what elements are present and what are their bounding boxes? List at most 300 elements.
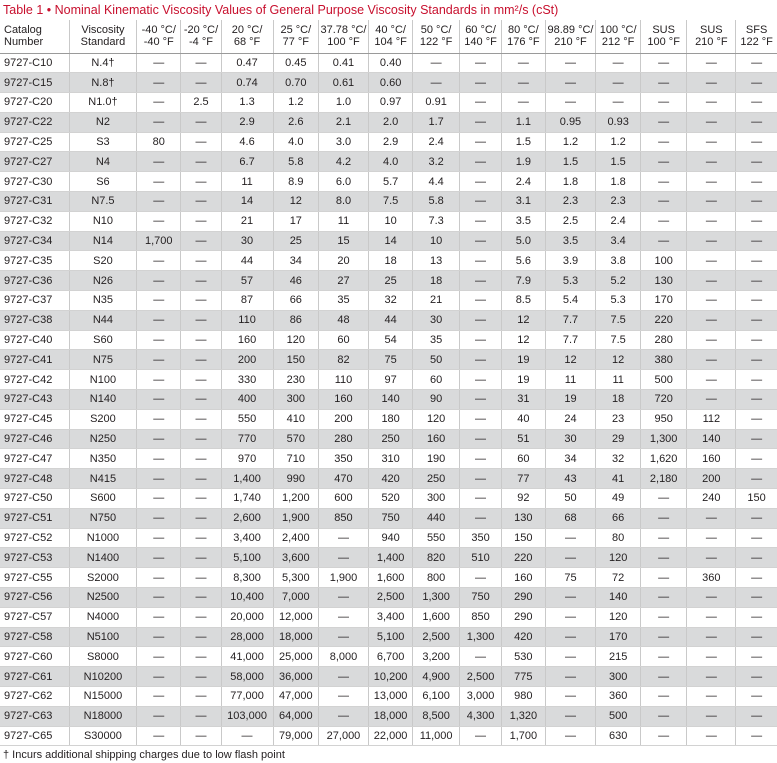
viscosity-value-cell: — [687, 726, 736, 746]
viscosity-value-cell: 1,200 [273, 489, 319, 509]
viscosity-value-cell: 1.2 [273, 93, 319, 113]
catalog-number-cell: 9727-C27 [0, 152, 69, 172]
viscosity-value-cell: 0.61 [319, 73, 369, 93]
viscosity-value-cell: — [137, 706, 181, 726]
column-header-line-2: 104 °F [374, 36, 407, 49]
viscosity-standard-cell: N2 [69, 112, 136, 132]
viscosity-value-cell: 20 [319, 251, 369, 271]
column-header [181, 20, 221, 53]
viscosity-value-cell: — [545, 548, 596, 568]
viscosity-value-cell: — [687, 53, 736, 73]
viscosity-value-cell: — [459, 93, 501, 113]
viscosity-value-cell: 2,600 [221, 508, 273, 528]
viscosity-value-cell: 21 [221, 211, 273, 231]
viscosity-value-cell: — [459, 429, 501, 449]
column-header-line-1: 98.89 °C/ [547, 24, 594, 37]
viscosity-value-cell: 1.5 [502, 132, 545, 152]
viscosity-value-cell: 6.7 [221, 152, 273, 172]
viscosity-value-cell: 215 [596, 647, 640, 667]
viscosity-value-cell: 380 [640, 350, 687, 370]
viscosity-value-cell: 770 [221, 429, 273, 449]
viscosity-value-cell: 6,700 [368, 647, 412, 667]
viscosity-value-cell: 300 [596, 667, 640, 687]
viscosity-value-cell: 110 [319, 370, 369, 390]
viscosity-standard-cell: N14 [69, 231, 136, 251]
viscosity-value-cell: — [687, 667, 736, 687]
viscosity-value-cell: — [687, 291, 736, 311]
viscosity-value-cell: 79,000 [273, 726, 319, 746]
viscosity-value-cell: 80 [137, 132, 181, 152]
table-row [0, 172, 777, 192]
viscosity-value-cell: — [459, 73, 501, 93]
viscosity-value-cell: 550 [221, 409, 273, 429]
viscosity-value-cell: — [181, 706, 221, 726]
viscosity-value-cell: 0.40 [368, 53, 412, 73]
viscosity-value-cell: — [736, 390, 777, 410]
viscosity-value-cell: 250 [368, 429, 412, 449]
viscosity-standard-cell: N1.0† [69, 93, 136, 113]
viscosity-value-cell: 24 [545, 409, 596, 429]
viscosity-value-cell: — [181, 152, 221, 172]
viscosity-value-cell: — [137, 330, 181, 350]
viscosity-value-cell: 30 [545, 429, 596, 449]
table-row [0, 211, 777, 231]
viscosity-value-cell: 32 [596, 449, 640, 469]
table-row [0, 73, 777, 93]
viscosity-value-cell: — [181, 568, 221, 588]
viscosity-value-cell: 19 [502, 350, 545, 370]
viscosity-value-cell: — [319, 627, 369, 647]
column-header-line-1: 20 °C/ [231, 24, 263, 37]
column-header-line-2: 68 °F [233, 36, 261, 49]
viscosity-value-cell: 112 [687, 409, 736, 429]
viscosity-value-cell: 2.9 [368, 132, 412, 152]
viscosity-value-cell: — [181, 132, 221, 152]
viscosity-value-cell: — [736, 93, 777, 113]
viscosity-value-cell: 850 [319, 508, 369, 528]
viscosity-value-cell: — [640, 667, 687, 687]
table-row [0, 409, 777, 429]
viscosity-value-cell: 11 [221, 172, 273, 192]
viscosity-value-cell: — [181, 112, 221, 132]
viscosity-standard-cell: S6 [69, 172, 136, 192]
table-row [0, 588, 777, 608]
viscosity-value-cell: — [459, 271, 501, 291]
viscosity-value-cell: 60 [319, 330, 369, 350]
viscosity-value-cell: 280 [319, 429, 369, 449]
viscosity-value-cell: — [687, 548, 736, 568]
viscosity-value-cell: 10,400 [221, 588, 273, 608]
viscosity-value-cell: 17 [273, 211, 319, 231]
viscosity-value-cell: — [596, 53, 640, 73]
viscosity-value-cell: — [687, 271, 736, 291]
viscosity-standard-cell: N100 [69, 370, 136, 390]
viscosity-value-cell: 5,100 [221, 548, 273, 568]
viscosity-value-cell: 160 [502, 568, 545, 588]
viscosity-value-cell: — [545, 706, 596, 726]
viscosity-value-cell: — [459, 330, 501, 350]
viscosity-value-cell: 120 [596, 607, 640, 627]
viscosity-value-cell: — [459, 291, 501, 311]
viscosity-value-cell: 77,000 [221, 687, 273, 707]
viscosity-standard-cell: N750 [69, 508, 136, 528]
viscosity-value-cell: — [687, 132, 736, 152]
viscosity-value-cell: 8,300 [221, 568, 273, 588]
table-row [0, 469, 777, 489]
viscosity-value-cell: 775 [502, 667, 545, 687]
viscosity-value-cell: 50 [413, 350, 460, 370]
viscosity-value-cell: — [181, 231, 221, 251]
viscosity-value-cell: — [319, 588, 369, 608]
viscosity-value-cell: 2,500 [459, 667, 501, 687]
viscosity-value-cell: — [640, 627, 687, 647]
viscosity-value-cell: 550 [413, 528, 460, 548]
viscosity-value-cell: 0.70 [273, 73, 319, 93]
viscosity-value-cell: — [181, 627, 221, 647]
viscosity-standard-cell: N15000 [69, 687, 136, 707]
viscosity-value-cell: 230 [273, 370, 319, 390]
viscosity-value-cell: 13 [413, 251, 460, 271]
viscosity-value-cell: 86 [273, 310, 319, 330]
catalog-number-cell: 9727-C60 [0, 647, 69, 667]
catalog-number-cell: 9727-C53 [0, 548, 69, 568]
viscosity-value-cell: — [181, 192, 221, 212]
viscosity-value-cell: — [640, 607, 687, 627]
viscosity-standard-cell: S200 [69, 409, 136, 429]
viscosity-value-cell: — [137, 310, 181, 330]
viscosity-value-cell: — [459, 310, 501, 330]
viscosity-standard-cell: S30000 [69, 726, 136, 746]
viscosity-value-cell: — [736, 449, 777, 469]
viscosity-value-cell: — [736, 211, 777, 231]
viscosity-value-cell: 3,200 [413, 647, 460, 667]
viscosity-value-cell: 25,000 [273, 647, 319, 667]
viscosity-value-cell: 1.3 [221, 93, 273, 113]
viscosity-value-cell: 35 [413, 330, 460, 350]
table-row [0, 429, 777, 449]
viscosity-value-cell: — [137, 53, 181, 73]
column-header-line-1: SFS [745, 24, 768, 37]
viscosity-value-cell: 68 [545, 508, 596, 528]
viscosity-value-cell: 360 [687, 568, 736, 588]
column-header-line-2: 122 °F [740, 36, 773, 49]
viscosity-value-cell: 27 [319, 271, 369, 291]
column-header-line-2: 100 °F [327, 36, 360, 49]
viscosity-value-cell: 77 [502, 469, 545, 489]
viscosity-value-cell: — [596, 73, 640, 93]
viscosity-standard-cell: S600 [69, 489, 136, 509]
viscosity-value-cell: — [736, 53, 777, 73]
viscosity-value-cell: — [181, 310, 221, 330]
viscosity-value-cell: 29 [596, 429, 640, 449]
viscosity-value-cell: 160 [221, 330, 273, 350]
viscosity-value-cell: — [640, 152, 687, 172]
viscosity-value-cell: 400 [221, 390, 273, 410]
viscosity-value-cell: — [459, 152, 501, 172]
viscosity-value-cell: 3,400 [368, 607, 412, 627]
viscosity-value-cell: 82 [319, 350, 369, 370]
viscosity-value-cell: — [736, 350, 777, 370]
viscosity-value-cell: — [736, 330, 777, 350]
column-header-line-2: 77 °F [282, 36, 310, 49]
table-row [0, 667, 777, 687]
viscosity-value-cell: 160 [413, 429, 460, 449]
viscosity-value-cell: 2.4 [596, 211, 640, 231]
viscosity-value-cell: 11 [545, 370, 596, 390]
viscosity-value-cell: — [687, 390, 736, 410]
viscosity-value-cell: 5,100 [368, 627, 412, 647]
viscosity-value-cell: — [736, 508, 777, 528]
viscosity-value-cell: — [459, 726, 501, 746]
viscosity-value-cell: 600 [319, 489, 369, 509]
viscosity-value-cell: — [640, 192, 687, 212]
table-row [0, 271, 777, 291]
viscosity-value-cell: — [137, 627, 181, 647]
viscosity-value-cell: 500 [596, 706, 640, 726]
table-row [0, 231, 777, 251]
viscosity-value-cell: 30 [221, 231, 273, 251]
viscosity-value-cell: 20,000 [221, 607, 273, 627]
catalog-number-cell: 9727-C41 [0, 350, 69, 370]
viscosity-value-cell: — [545, 667, 596, 687]
viscosity-value-cell: 3.0 [319, 132, 369, 152]
viscosity-value-cell: — [319, 607, 369, 627]
viscosity-value-cell: — [181, 429, 221, 449]
viscosity-value-cell: 12,000 [273, 607, 319, 627]
viscosity-value-cell: 1.8 [545, 172, 596, 192]
viscosity-value-cell: 48 [319, 310, 369, 330]
viscosity-value-cell: — [736, 112, 777, 132]
viscosity-value-cell: 3,000 [459, 687, 501, 707]
catalog-number-cell: 9727-C30 [0, 172, 69, 192]
column-header-line-1: 60 °C/ [465, 24, 496, 37]
viscosity-value-cell: 7.3 [413, 211, 460, 231]
viscosity-value-cell: 2.4 [502, 172, 545, 192]
viscosity-value-cell: — [137, 390, 181, 410]
viscosity-value-cell: — [736, 706, 777, 726]
viscosity-value-cell: 220 [502, 548, 545, 568]
viscosity-value-cell: 1,900 [273, 508, 319, 528]
viscosity-value-cell: 130 [640, 271, 687, 291]
table-row [0, 647, 777, 667]
viscosity-standard-cell: N7.5 [69, 192, 136, 212]
viscosity-value-cell: — [137, 271, 181, 291]
viscosity-value-cell: — [459, 469, 501, 489]
column-header-line-1: 50 °C/ [420, 24, 452, 37]
viscosity-value-cell: — [640, 112, 687, 132]
table-row [0, 93, 777, 113]
table-row [0, 489, 777, 509]
viscosity-value-cell: 7.7 [545, 310, 596, 330]
column-header [137, 20, 181, 53]
viscosity-value-cell: — [545, 627, 596, 647]
viscosity-value-cell: 4.4 [413, 172, 460, 192]
viscosity-value-cell: — [736, 409, 777, 429]
viscosity-value-cell: 350 [319, 449, 369, 469]
viscosity-value-cell: 32 [368, 291, 412, 311]
viscosity-value-cell: — [545, 93, 596, 113]
column-header [273, 20, 319, 53]
viscosity-value-cell: 1.8 [596, 172, 640, 192]
viscosity-value-cell: 530 [502, 647, 545, 667]
viscosity-value-cell: — [137, 687, 181, 707]
viscosity-value-cell: — [640, 489, 687, 509]
viscosity-value-cell: — [687, 73, 736, 93]
viscosity-value-cell: 41 [596, 469, 640, 489]
catalog-number-cell: 9727-C58 [0, 627, 69, 647]
viscosity-value-cell: 3.4 [596, 231, 640, 251]
viscosity-value-cell: — [181, 251, 221, 271]
catalog-number-cell: 9727-C15 [0, 73, 69, 93]
table-row [0, 687, 777, 707]
viscosity-value-cell: — [640, 132, 687, 152]
viscosity-value-cell: — [413, 73, 460, 93]
catalog-number-cell: 9727-C46 [0, 429, 69, 449]
viscosity-value-cell: 980 [502, 687, 545, 707]
viscosity-value-cell: 50 [545, 489, 596, 509]
viscosity-value-cell: — [137, 350, 181, 370]
viscosity-value-cell: 140 [596, 588, 640, 608]
viscosity-value-cell: 750 [368, 508, 412, 528]
viscosity-value-cell: — [687, 350, 736, 370]
viscosity-value-cell: 18 [413, 271, 460, 291]
viscosity-value-cell: 1.9 [502, 152, 545, 172]
viscosity-value-cell: 1,700 [502, 726, 545, 746]
table-row [0, 449, 777, 469]
viscosity-standard-cell: S8000 [69, 647, 136, 667]
viscosity-value-cell: 4.0 [368, 152, 412, 172]
viscosity-value-cell: 7.9 [502, 271, 545, 291]
viscosity-value-cell: 130 [502, 508, 545, 528]
viscosity-value-cell: 49 [596, 489, 640, 509]
viscosity-value-cell: — [640, 231, 687, 251]
viscosity-value-cell: — [687, 627, 736, 647]
viscosity-standard-cell: N5100 [69, 627, 136, 647]
viscosity-value-cell: — [596, 93, 640, 113]
catalog-number-cell: 9727-C45 [0, 409, 69, 429]
table-row [0, 607, 777, 627]
viscosity-value-cell: 350 [459, 528, 501, 548]
viscosity-value-cell: — [181, 172, 221, 192]
table-body [0, 53, 777, 746]
viscosity-value-cell: 170 [596, 627, 640, 647]
viscosity-value-cell: 4.0 [273, 132, 319, 152]
viscosity-value-cell: 220 [640, 310, 687, 330]
viscosity-value-cell: — [736, 251, 777, 271]
column-header-line-2: Standard [80, 36, 126, 49]
viscosity-value-cell: 13,000 [368, 687, 412, 707]
viscosity-value-cell: 630 [596, 726, 640, 746]
viscosity-value-cell: 18,000 [273, 627, 319, 647]
viscosity-value-cell: 2,500 [413, 627, 460, 647]
viscosity-value-cell: 12 [273, 192, 319, 212]
viscosity-value-cell: 11,000 [413, 726, 460, 746]
viscosity-standard-cell: S20 [69, 251, 136, 271]
viscosity-value-cell: — [319, 548, 369, 568]
viscosity-value-cell: 31 [502, 390, 545, 410]
table-row [0, 330, 777, 350]
viscosity-value-cell: — [137, 291, 181, 311]
viscosity-value-cell: 46 [273, 271, 319, 291]
viscosity-value-cell: — [181, 449, 221, 469]
viscosity-value-cell: 27,000 [319, 726, 369, 746]
viscosity-standard-cell: S3 [69, 132, 136, 152]
viscosity-standard-cell: N1400 [69, 548, 136, 568]
viscosity-standard-cell: N350 [69, 449, 136, 469]
viscosity-value-cell: 3.1 [502, 192, 545, 212]
viscosity-value-cell: 28,000 [221, 627, 273, 647]
viscosity-value-cell: — [137, 73, 181, 93]
viscosity-value-cell: 510 [459, 548, 501, 568]
viscosity-value-cell: 3,400 [221, 528, 273, 548]
viscosity-value-cell: — [545, 726, 596, 746]
viscosity-value-cell: — [687, 231, 736, 251]
catalog-number-cell: 9727-C36 [0, 271, 69, 291]
viscosity-value-cell: — [502, 73, 545, 93]
viscosity-value-cell: 970 [221, 449, 273, 469]
viscosity-value-cell: 200 [687, 469, 736, 489]
viscosity-value-cell: — [181, 667, 221, 687]
viscosity-value-cell: 1,600 [413, 607, 460, 627]
catalog-number-cell: 9727-C40 [0, 330, 69, 350]
viscosity-value-cell: — [736, 528, 777, 548]
viscosity-value-cell: 2,400 [273, 528, 319, 548]
viscosity-value-cell: — [459, 172, 501, 192]
table-row [0, 528, 777, 548]
table-row [0, 390, 777, 410]
column-header [596, 20, 640, 53]
catalog-number-cell: 9727-C37 [0, 291, 69, 311]
viscosity-value-cell: — [502, 93, 545, 113]
column-header [69, 20, 136, 53]
viscosity-value-cell: 8,500 [413, 706, 460, 726]
viscosity-value-cell: 750 [459, 588, 501, 608]
column-header [640, 20, 687, 53]
viscosity-value-cell: 103,000 [221, 706, 273, 726]
viscosity-value-cell: 3.5 [545, 231, 596, 251]
viscosity-value-cell: — [640, 687, 687, 707]
viscosity-value-cell: — [736, 172, 777, 192]
table-row [0, 370, 777, 390]
viscosity-value-cell: 87 [221, 291, 273, 311]
viscosity-value-cell: 420 [368, 469, 412, 489]
viscosity-value-cell: — [687, 607, 736, 627]
viscosity-value-cell: — [181, 687, 221, 707]
viscosity-value-cell: 200 [319, 409, 369, 429]
viscosity-value-cell: — [687, 112, 736, 132]
viscosity-value-cell: — [687, 310, 736, 330]
viscosity-value-cell: — [736, 687, 777, 707]
viscosity-value-cell: 11 [319, 211, 369, 231]
viscosity-value-cell: 1.2 [545, 132, 596, 152]
viscosity-value-cell: 7.5 [368, 192, 412, 212]
viscosity-value-cell: 18 [596, 390, 640, 410]
viscosity-value-cell: 940 [368, 528, 412, 548]
catalog-number-cell: 9727-C55 [0, 568, 69, 588]
viscosity-value-cell: 5.3 [545, 271, 596, 291]
catalog-number-cell: 9727-C48 [0, 469, 69, 489]
viscosity-value-cell: — [137, 508, 181, 528]
viscosity-value-cell: 4,900 [413, 667, 460, 687]
viscosity-value-cell: 12 [545, 350, 596, 370]
catalog-number-cell: 9727-C63 [0, 706, 69, 726]
viscosity-value-cell: 23 [596, 409, 640, 429]
viscosity-value-cell: 75 [545, 568, 596, 588]
viscosity-value-cell: 10 [413, 231, 460, 251]
viscosity-standard-cell: N4 [69, 152, 136, 172]
viscosity-value-cell: — [640, 93, 687, 113]
catalog-number-cell: 9727-C32 [0, 211, 69, 231]
